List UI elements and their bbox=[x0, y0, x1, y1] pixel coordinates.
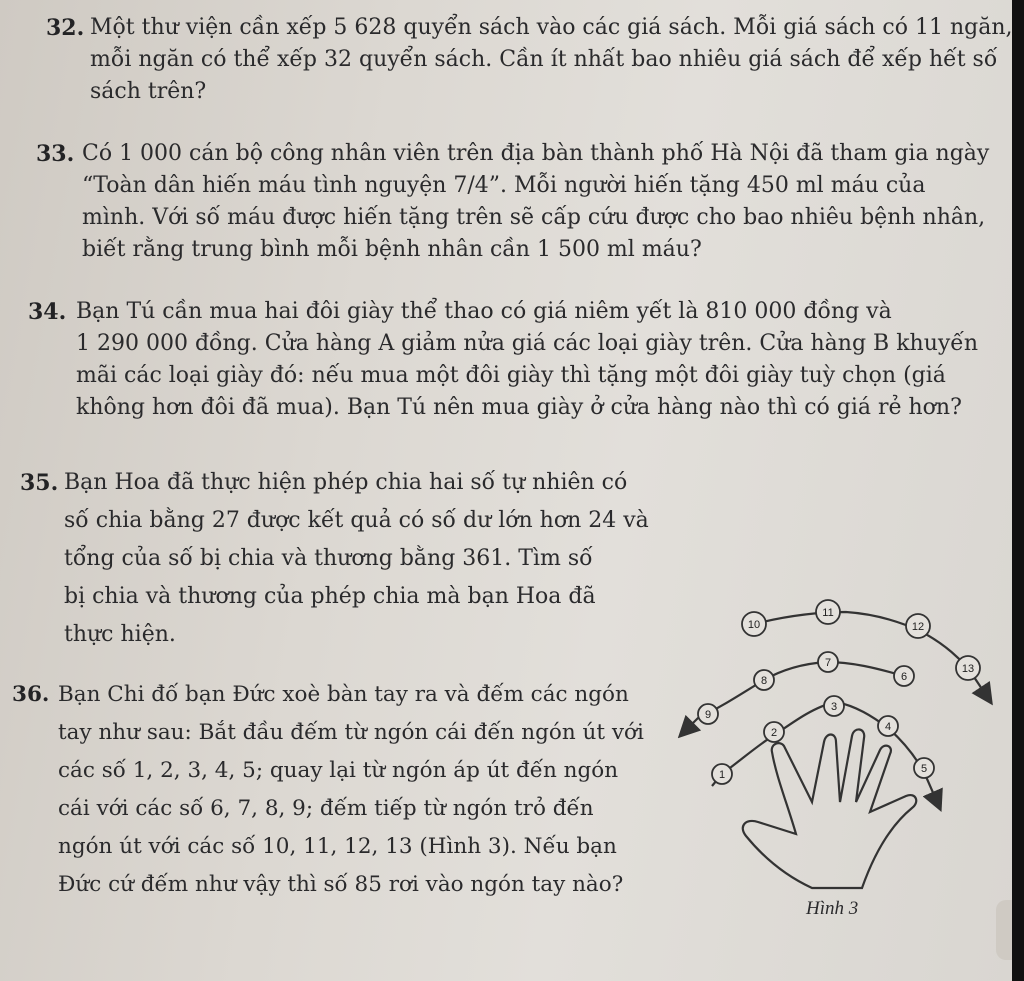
svg-text:9: 9 bbox=[704, 709, 712, 721]
svg-text:12: 12 bbox=[911, 621, 925, 633]
problem-text-line: thực hiện. bbox=[64, 622, 176, 647]
problem-text-line: bị chia và thương của phép chia mà bạn Hoa đã bbox=[64, 584, 596, 609]
problem-text-line: mãi các loại giày đó: nếu mua một đôi giày thì tặng một đôi giày tuỳ chọn (giá bbox=[76, 363, 946, 388]
count-marker-6 bbox=[894, 666, 914, 686]
problem-text-line: số chia bằng 27 được kết quả có số dư lớn hơn 24 và bbox=[64, 508, 649, 533]
svg-text:2: 2 bbox=[770, 727, 778, 739]
problem-text-line: mình. Với số máu được hiến tặng trên sẽ cấp cứu được cho bao nhiêu bệnh nhân, bbox=[82, 205, 986, 230]
count-marker-9 bbox=[698, 704, 718, 724]
count-marker-12 bbox=[906, 614, 930, 638]
svg-text:8: 8 bbox=[760, 675, 768, 687]
problem-text-line: sách trên? bbox=[90, 79, 207, 104]
count-marker-10 bbox=[742, 612, 766, 636]
svg-text:7: 7 bbox=[824, 657, 832, 669]
svg-text:13: 13 bbox=[961, 663, 975, 675]
count-marker-8 bbox=[754, 670, 774, 690]
problem-text-line: Bạn Hoa đã thực hiện phép chia hai số tự nhiên có bbox=[64, 470, 628, 495]
count-marker-2 bbox=[764, 722, 784, 742]
problem-text-line: tay như sau: Bắt đầu đếm từ ngón cái đến ngón út với bbox=[58, 720, 644, 745]
svg-text:6: 6 bbox=[900, 671, 908, 683]
count-marker-11 bbox=[816, 600, 840, 624]
page-edge-curl bbox=[996, 900, 1012, 960]
svg-text:1: 1 bbox=[718, 769, 726, 781]
problem-text-line: Đức cứ đếm như vậy thì số 85 rơi vào ngón tay nào? bbox=[58, 872, 624, 897]
problem-text-line: không hơn đôi đã mua). Bạn Tú nên mua giày ở cửa hàng nào thì có giá rẻ hơn? bbox=[76, 395, 962, 420]
problem-text-line: biết rằng trung bình mỗi bệnh nhân cần 1 500 ml máu? bbox=[82, 237, 702, 262]
problem-number: 32. bbox=[46, 15, 85, 41]
svg-text:3: 3 bbox=[830, 701, 838, 713]
count-marker-1 bbox=[712, 764, 732, 784]
count-marker-3 bbox=[824, 696, 844, 716]
count-marker-7 bbox=[818, 652, 838, 672]
problem-number: 36. bbox=[12, 682, 50, 707]
problem-text-line: cái với các số 6, 7, 8, 9; đếm tiếp từ ngón trỏ đến bbox=[58, 796, 594, 821]
count-path-10-13 bbox=[754, 612, 988, 698]
problem-text-line: Bạn Tú cần mua hai đôi giày thể thao có giá niêm yết là 810 000 đồng và bbox=[76, 299, 892, 324]
problem-text-line: các số 1, 2, 3, 4, 5; quay lại từ ngón áp út đến ngón bbox=[58, 758, 619, 783]
count-path-1-5 bbox=[722, 702, 938, 804]
count-marker-4 bbox=[878, 716, 898, 736]
svg-text:10: 10 bbox=[747, 619, 761, 631]
problem-34 bbox=[28, 296, 978, 424]
svg-text:11: 11 bbox=[822, 607, 834, 619]
problem-text-line: mỗi ngăn có thể xếp 32 quyển sách. Cần ít nhất bao nhiêu giá sách để xếp hết số bbox=[90, 47, 998, 72]
figure-caption: Hình 3 bbox=[806, 898, 859, 919]
problem-text-line: Một thư viện cần xếp 5 628 quyển sách vào các giá sách. Mỗi giá sách có 11 ngăn, bbox=[90, 15, 1013, 40]
problem-text-line: “Toàn dân hiến máu tình nguyện 7/4”. Mỗi người hiến tặng 450 ml máu của bbox=[82, 173, 926, 198]
problem-text-line: Bạn Chi đố bạn Đức xoè bàn tay ra và đếm các ngón bbox=[58, 682, 629, 707]
problem-number: 34. bbox=[28, 299, 67, 325]
svg-text:4: 4 bbox=[884, 721, 892, 733]
problem-36 bbox=[12, 676, 644, 904]
problem-number: 35. bbox=[20, 470, 59, 496]
problem-text-line: tổng của số bị chia và thương bằng 361. Tìm số bbox=[64, 546, 593, 571]
problem-35 bbox=[20, 464, 649, 654]
hand-counting-figure bbox=[676, 596, 1006, 926]
problem-number: 33. bbox=[36, 141, 75, 167]
hand-outline bbox=[743, 729, 916, 888]
count-marker-5 bbox=[914, 758, 934, 778]
problem-32 bbox=[46, 12, 1013, 108]
problem-text-line: 1 290 000 đồng. Cửa hàng A giảm nửa giá các loại giày trên. Cửa hàng B khuyến bbox=[76, 331, 978, 356]
count-marker-13 bbox=[956, 656, 980, 680]
problem-text-line: ngón út với các số 10, 11, 12, 13 (Hình 3). Nếu bạn bbox=[58, 834, 617, 859]
problem-text-line: Có 1 000 cán bộ công nhân viên trên địa bàn thành phố Hà Nội đã tham gia ngày bbox=[82, 141, 990, 166]
problem-33 bbox=[36, 138, 989, 266]
svg-text:5: 5 bbox=[920, 763, 928, 775]
